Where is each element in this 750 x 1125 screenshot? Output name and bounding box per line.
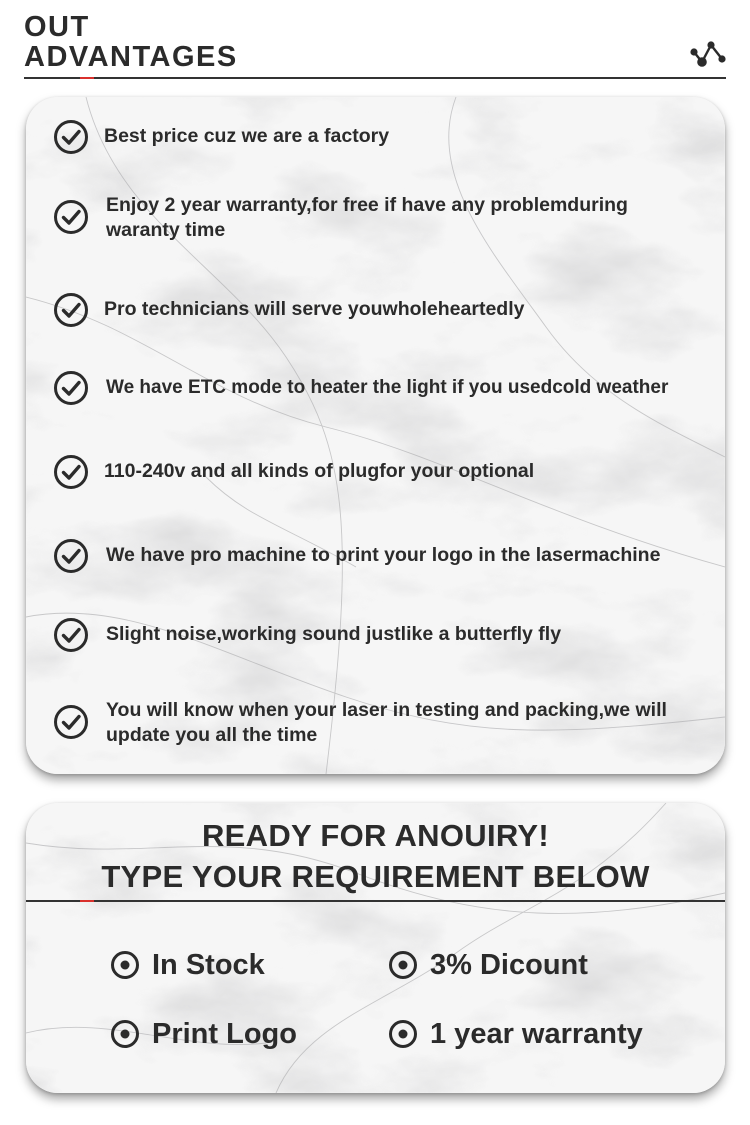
radio-dot-icon (110, 950, 140, 980)
radio-dot-icon (110, 1019, 140, 1049)
advantage-item (26, 370, 725, 406)
feature-label: 3% Dicount (430, 949, 588, 981)
check-circle-icon (53, 119, 89, 155)
check-circle-icon (53, 617, 89, 653)
advantages-panel (26, 97, 725, 774)
advantage-text: Enjoy 2 year warranty,for free if have any problemduring waranty time (106, 194, 628, 241)
advantage-item (26, 119, 725, 155)
page-title-line-1: OUT (24, 11, 90, 43)
advantage-item (26, 193, 725, 243)
inquiry-divider (26, 900, 725, 902)
advantage-text: You will know when your laser in testing and packing,we will update you all the time (106, 699, 667, 746)
advantage-item (26, 698, 725, 748)
check-circle-icon (53, 454, 89, 490)
inquiry-title (26, 815, 725, 897)
advantage-text: We have ETC mode to heater the light if you usedcold weather (106, 377, 669, 398)
feature-label: Print Logo (152, 1018, 297, 1050)
feature-label: In Stock (152, 949, 265, 981)
advantage-item (26, 292, 725, 328)
radio-dot-icon (388, 950, 418, 980)
section-header (0, 0, 750, 95)
check-circle-icon (53, 704, 89, 740)
check-circle-icon (53, 538, 89, 574)
page-title (24, 12, 238, 72)
advantage-text: 110-240v and all kinds of plugfor your optional (104, 460, 535, 482)
network-nodes-icon (689, 38, 727, 70)
inquiry-title-line-1: READY FOR ANOUIRY! (202, 818, 549, 853)
advantage-text: Pro technicians will serve youwholeheartedly (104, 298, 525, 320)
advantage-text: Slight noise,working sound justlike a butterfly fly (106, 623, 562, 645)
inquiry-title-line-2: TYPE YOUR REQUIREMENT BELOW (101, 859, 650, 894)
header-divider (24, 77, 726, 79)
advantage-item (26, 454, 725, 490)
page-title-line-2: ADVANTAGES (24, 41, 238, 73)
feature-label: 1 year warranty (430, 1018, 643, 1050)
check-circle-icon (53, 370, 89, 406)
advantage-item (26, 538, 725, 574)
check-circle-icon (53, 199, 89, 235)
inquiry-divider-accent (80, 900, 94, 902)
check-circle-icon (53, 292, 89, 328)
header-divider-accent (80, 77, 94, 79)
advantage-text: Best price cuz we are a factory (104, 125, 390, 147)
advantage-text: We have pro machine to print your logo in the lasermachine (106, 544, 661, 566)
advantage-item (26, 617, 725, 653)
radio-dot-icon (388, 1019, 418, 1049)
inquiry-panel (26, 803, 725, 1093)
